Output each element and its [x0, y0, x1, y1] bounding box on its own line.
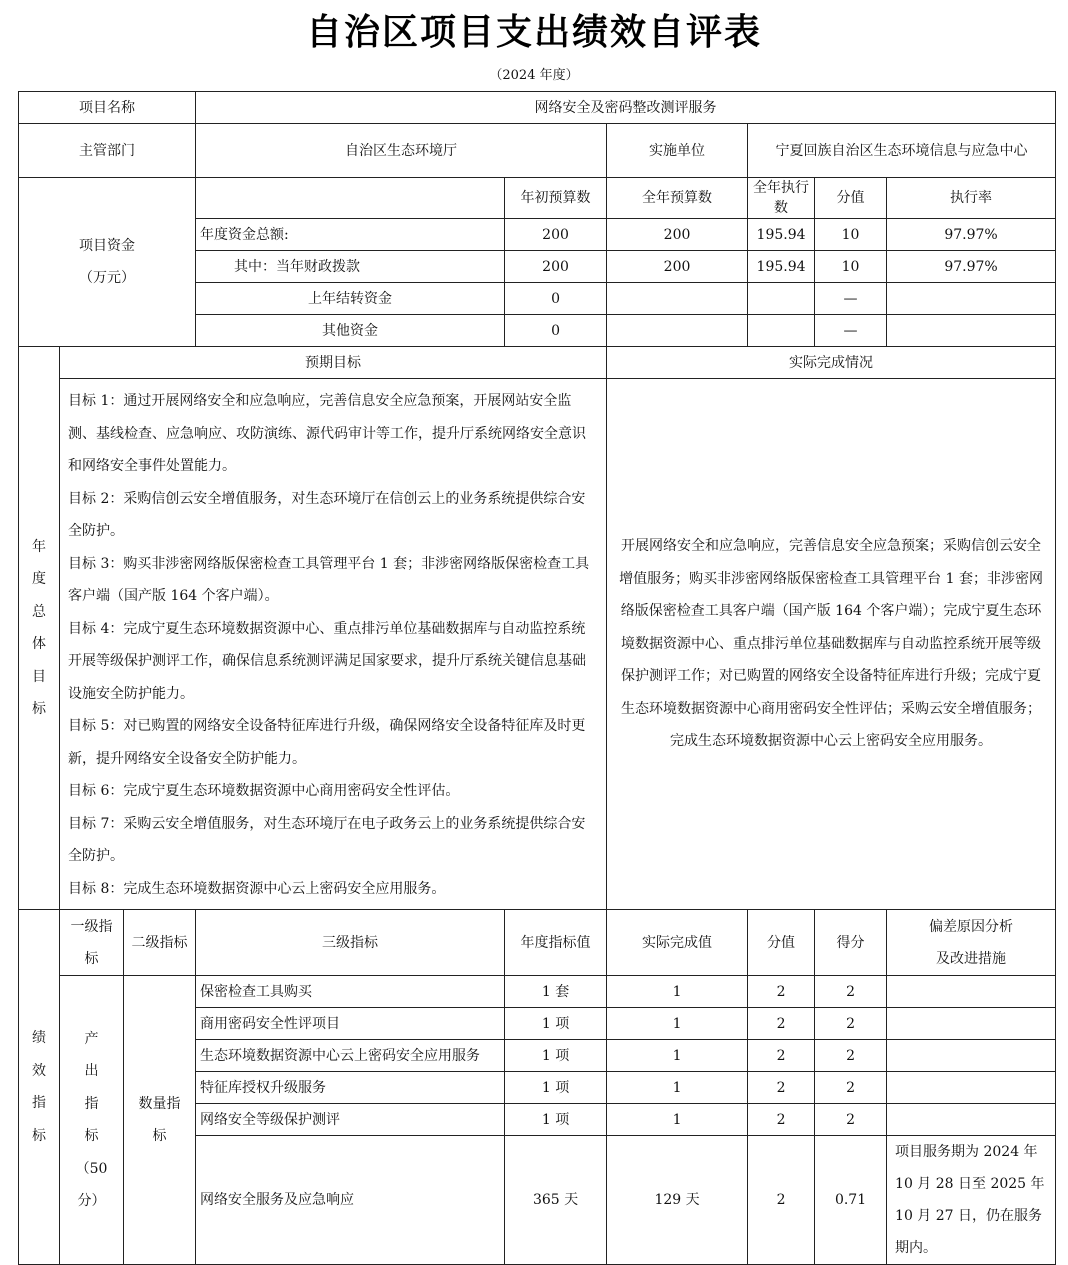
- self-evaluation-table: [18, 91, 1056, 1265]
- annual-goal-char: 总: [32, 603, 46, 620]
- funds-unit: （万元）: [79, 270, 136, 286]
- lvl1-header: 一级指标: [60, 910, 124, 976]
- lvl2-header: 二级指标: [124, 910, 196, 976]
- indicator-name: 网络安全等级保护测评: [196, 1104, 505, 1136]
- year-label: （2024 年度）: [489, 68, 579, 83]
- funds-row-value: —: [815, 283, 887, 315]
- funds-row-value: 10: [815, 219, 887, 251]
- indicator-value: 2: [748, 1040, 815, 1072]
- annual-goal-label: [19, 347, 60, 910]
- deviation-header: [887, 910, 1056, 976]
- score-header: 得分: [815, 910, 887, 976]
- funds-row-init: 200: [505, 219, 607, 251]
- funds-row-exec: [748, 315, 815, 347]
- indicator-target: 1 项: [505, 1008, 607, 1040]
- funds-row-rate: 97.97%: [887, 251, 1056, 283]
- actual-header: 实际完成情况: [607, 347, 1056, 379]
- funds-header-init: 年初预算数: [505, 178, 607, 219]
- annual-goal-char: 体: [32, 636, 46, 652]
- funds-row-init: 0: [505, 315, 607, 347]
- indicator-score: 2: [815, 1040, 887, 1072]
- target-value-header: 年度指标值: [505, 910, 607, 976]
- indicator-target: 1 项: [505, 1072, 607, 1104]
- indicator-name: 网络安全服务及应急响应: [196, 1136, 505, 1265]
- page-title: 自治区项目支出绩效自评表: [305, 12, 762, 53]
- indicator-value: 2: [748, 1104, 815, 1136]
- indicator-name: 生态环境数据资源中心云上密码安全应用服务: [196, 1040, 505, 1072]
- funds-row-exec: [748, 283, 815, 315]
- indicator-name: 商用密码安全性评项目: [196, 1008, 505, 1040]
- impl-unit-value: 宁夏回族自治区生态环境信息与应急中心: [748, 124, 1056, 178]
- funds-label: [19, 178, 196, 347]
- indicator-actual: 129 天: [607, 1136, 748, 1265]
- quantity-indicator-line: 标: [152, 1128, 167, 1144]
- project-name-label: 项目名称: [19, 92, 196, 124]
- funds-header-value: 分值: [815, 178, 887, 219]
- annual-goal-char: 年: [32, 538, 46, 555]
- actual-value-header: 实际完成值: [607, 910, 748, 976]
- perf-char: 效: [32, 1062, 46, 1079]
- output-indicator-char: 产: [84, 1030, 99, 1047]
- indicator-actual: 1: [607, 1104, 748, 1136]
- indicator-value: 2: [748, 1072, 815, 1104]
- output-indicator-label: [60, 976, 124, 1265]
- funds-row-exec: 195.94: [748, 251, 815, 283]
- indicator-target: 365 天: [505, 1136, 607, 1265]
- indicator-target: 1 项: [505, 1104, 607, 1136]
- indicator-value: 2: [748, 976, 815, 1008]
- lvl3-header: 三级指标: [196, 910, 505, 976]
- annual-goal-char: 标: [32, 701, 46, 717]
- indicator-value: 2: [748, 1136, 815, 1265]
- deviation-header-line1: 偏差原因分析: [929, 918, 1014, 935]
- indicator-score: 2: [815, 1008, 887, 1040]
- dept-label: 主管部门: [19, 124, 196, 178]
- funds-row-full: [607, 315, 748, 347]
- funds-row-rate: 97.97%: [887, 219, 1056, 251]
- indicator-note: [887, 1072, 1056, 1104]
- goal-item: 目标 2：采购信创云安全增值服务，对生态环境厅在信创云上的业务系统提供综合安全防护。: [68, 490, 586, 539]
- funds-title: 项目资金: [79, 238, 136, 254]
- quantity-indicator-label: [124, 976, 196, 1265]
- perf-char: 指: [32, 1095, 46, 1111]
- indicator-actual: 1: [607, 1040, 748, 1072]
- funds-header-full: 全年预算数: [607, 178, 748, 219]
- output-indicator-char: 出: [84, 1063, 99, 1079]
- goal-item: 目标 1：通过开展网络安全和应急响应，完善信息安全应急预案，开展网站安全监测、基线检查、应急响应、攻防演练、源代码审计等工作，提升厅系统网络安全意识和网络安全事件处置能力。: [68, 393, 586, 474]
- funds-row-full: 200: [607, 219, 748, 251]
- dept-value: 自治区生态环境厅: [196, 124, 607, 178]
- actual-completion-text: 开展网络安全和应急响应，完善信息安全应急预案；采购信创云安全增值服务；购买非涉密网络版保密检查工具管理平台 1 套；非涉密网络版保密检查工具客户端（国产版 164 个客户端）；完成宁夏生态环境数据资源中心、重点排污单位基础数据库与自动监控系统开展等级保护测评工作；对已购置的网络安全设备特征库进行升级；完成宁夏生态环境数据资源中心商用密码安全性评估；采购云安全增值服务；完成生态环境数据资源中心云上密码安全应用服务。: [607, 379, 1056, 910]
- score-value-header: 分值: [748, 910, 815, 976]
- indicator-note: [887, 1008, 1056, 1040]
- impl-unit-label: 实施单位: [607, 124, 748, 178]
- perf-char: 绩: [32, 1030, 46, 1046]
- goal-item: 目标 6：完成宁夏生态环境数据资源中心商用密码安全性评估。: [68, 783, 460, 799]
- quantity-indicator-line: 数量指: [138, 1095, 181, 1112]
- output-indicator-char: （50: [75, 1160, 108, 1177]
- indicator-name: 保密检查工具购买: [196, 976, 505, 1008]
- expected-goal-header: 预期目标: [60, 347, 607, 379]
- goal-item: 目标 7：采购云安全增值服务，对生态环境厅在电子政务云上的业务系统提供综合安全防护。: [68, 815, 586, 864]
- indicator-note: [887, 976, 1056, 1008]
- funds-row-label: 其中：当年财政拨款: [196, 251, 505, 283]
- funds-row-value: 10: [815, 251, 887, 283]
- indicator-value: 2: [748, 1008, 815, 1040]
- annual-goal-char: 度: [32, 571, 46, 587]
- funds-header-blank: [196, 178, 505, 219]
- goal-item: 目标 5：对已购置的网络安全设备特征库进行升级，确保网络安全设备特征库及时更新，提升网络安全设备安全防护能力。: [68, 718, 586, 767]
- funds-row-init: 200: [505, 251, 607, 283]
- indicator-note: [887, 1104, 1056, 1136]
- goal-item: 目标 3：购买非涉密网络版保密检查工具管理平台 1 套；非涉密网络版保密检查工具客户端（国产版 164 个客户端）。: [68, 555, 590, 604]
- funds-header-exec: 全年执行数: [748, 178, 815, 219]
- goal-item: 目标 4：完成宁夏生态环境数据资源中心、重点排污单位基础数据库与自动监控系统开展等级保护测评工作，确保信息系统测评满足国家要求，提升厅系统关键信息基础设施安全防护能力。: [68, 620, 586, 702]
- funds-row-full: [607, 283, 748, 315]
- output-indicator-char: 分）: [77, 1193, 106, 1209]
- goal-item: 目标 8：完成生态环境数据资源中心云上密码安全应用服务。: [68, 880, 446, 897]
- funds-row-rate: [887, 283, 1056, 315]
- perf-char: 标: [32, 1127, 46, 1144]
- indicator-score: 2: [815, 1072, 887, 1104]
- funds-row-exec: 195.94: [748, 219, 815, 251]
- indicator-target: 1 套: [505, 976, 607, 1008]
- perf-indicator-label: [19, 910, 60, 1265]
- funds-row-label: 上年结转资金: [196, 283, 505, 315]
- indicator-actual: 1: [607, 1072, 748, 1104]
- indicator-actual: 1: [607, 976, 748, 1008]
- funds-row-init: 0: [505, 283, 607, 315]
- indicator-score: 2: [815, 976, 887, 1008]
- goals-list: [60, 379, 607, 910]
- output-indicator-char: 标: [84, 1128, 99, 1144]
- annual-goal-char: 目: [32, 668, 46, 685]
- indicator-target: 1 项: [505, 1040, 607, 1072]
- indicator-score: 0.71: [815, 1136, 887, 1265]
- funds-row-full: 200: [607, 251, 748, 283]
- indicator-actual: 1: [607, 1008, 748, 1040]
- funds-row-label: 其他资金: [196, 315, 505, 347]
- indicator-name: 特征库授权升级服务: [196, 1072, 505, 1104]
- funds-row-value: —: [815, 315, 887, 347]
- funds-header-rate: 执行率: [887, 178, 1056, 219]
- project-name-value: 网络安全及密码整改测评服务: [196, 92, 1056, 124]
- funds-row-rate: [887, 315, 1056, 347]
- indicator-note: 项目服务期为 2024 年 10 月 28 日至 2025 年 10 月 27 日，仍在服务期内。: [887, 1136, 1056, 1265]
- indicator-score: 2: [815, 1104, 887, 1136]
- indicator-note: [887, 1040, 1056, 1072]
- funds-row-label: 年度资金总额:: [196, 219, 505, 251]
- output-indicator-char: 指: [84, 1095, 99, 1112]
- deviation-header-line2: 及改进措施: [936, 950, 1007, 967]
